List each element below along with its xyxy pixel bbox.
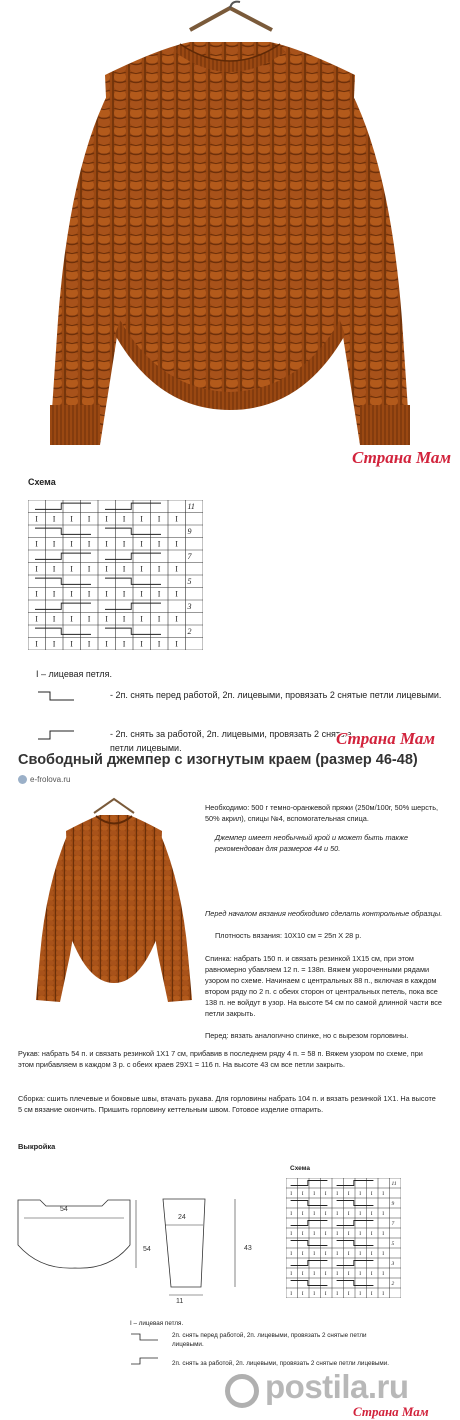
knit-stitch-mark: I bbox=[105, 614, 108, 624]
knit-stitch-mark: I bbox=[52, 639, 56, 649]
knit-stitch-mark: I bbox=[52, 514, 56, 524]
gauge-intro-text: Перед началом вязания необходимо сделать контрольные образцы. bbox=[205, 909, 443, 918]
knit-stitch-mark: I bbox=[359, 1271, 362, 1277]
knit-stitch-mark: I bbox=[35, 564, 38, 574]
knit-stitch-mark: I bbox=[359, 1191, 362, 1197]
knit-stitch-mark: I bbox=[347, 1211, 350, 1217]
knit-stitch-mark: I bbox=[175, 539, 178, 549]
knit-stitch-mark: I bbox=[324, 1211, 327, 1217]
knit-stitch-mark: I bbox=[370, 1231, 373, 1237]
knit-stitch-mark: I bbox=[301, 1271, 304, 1277]
back-text: Спинка: набрать 150 п. и связать резинкой 1Х15 см, при этом равномерно убавляем 12 п. = 138п. Вяжем укороченными рядами узором по схеме. Начинаем с центральных 88 п., включая в каждом втором ряду по 2 п. с обеих сторон от центральных петель, пока все 138 п. не войдут в узор. На высоте 54 см по самой длинной части все петли закрыть. bbox=[205, 954, 442, 1018]
knit-stitch-mark: I bbox=[35, 589, 38, 599]
knit-stitch-mark: I bbox=[359, 1251, 362, 1257]
knit-stitch-mark: I bbox=[324, 1271, 327, 1277]
knit-stitch-mark: I bbox=[122, 589, 126, 599]
knit-stitch-mark: I bbox=[122, 564, 126, 574]
knit-stitch-mark: I bbox=[370, 1271, 373, 1277]
body-pattern-diagram bbox=[10, 1160, 140, 1280]
knit-stitch-mark: I bbox=[370, 1251, 373, 1257]
knit-stitch-mark: I bbox=[336, 1211, 339, 1217]
knit-stitch-mark: I bbox=[175, 514, 178, 524]
watermark-bottom: Страна Мам bbox=[353, 1404, 429, 1419]
row-number: 7 bbox=[187, 551, 192, 561]
materials-text: Необходимо: 500 г темно-оранжевой пряжи (250м/100г, 50% шерсть, 50% акрил), спицы №4, вспомогательная спица. bbox=[205, 803, 439, 823]
knit-stitch-mark: I bbox=[157, 514, 161, 524]
cable-back-symbol bbox=[36, 727, 76, 743]
knit-stitch-mark: I bbox=[313, 1271, 316, 1277]
small-legend-knit: I – лицевая петля. bbox=[130, 1320, 184, 1327]
watermark-middle: Страна Мам bbox=[336, 729, 436, 748]
knit-stitch-mark: I bbox=[70, 614, 73, 624]
knit-stitch-mark: I bbox=[87, 539, 91, 549]
note-text: Джемпер имеет необычный крой и может быть также рекомендован для размеров 44 и 50. bbox=[215, 833, 409, 853]
knit-stitch-mark: I bbox=[347, 1251, 350, 1257]
row-number: 2 bbox=[187, 626, 192, 636]
knit-stitch-mark: I bbox=[157, 639, 161, 649]
knit-stitch-mark: I bbox=[105, 514, 108, 524]
knit-stitch-mark: I bbox=[347, 1191, 350, 1197]
knit-stitch-mark: I bbox=[370, 1291, 373, 1297]
legend-cable-front: - 2п. снять перед работой, 2п. лицевыми, провязать 2 снятые петли лицевыми. bbox=[110, 690, 442, 700]
dim-sleeve-top: 24 bbox=[178, 1214, 186, 1221]
knit-stitch-mark: I bbox=[122, 614, 126, 624]
pattern-title: Выкройка bbox=[18, 1142, 56, 1151]
knit-stitch-mark: I bbox=[70, 564, 73, 574]
knit-stitch-mark: I bbox=[359, 1211, 362, 1217]
cable-front-symbol bbox=[36, 688, 76, 704]
knit-stitch-mark: I bbox=[175, 564, 178, 574]
knit-stitch-mark: I bbox=[157, 564, 161, 574]
knitting-chart-small bbox=[286, 1178, 401, 1298]
knit-stitch-mark: I bbox=[105, 564, 108, 574]
knit-stitch-mark: I bbox=[290, 1271, 293, 1277]
globe-icon bbox=[18, 775, 27, 784]
dim-sleeve-bottom: 11 bbox=[176, 1298, 184, 1305]
knit-stitch-mark: I bbox=[324, 1291, 327, 1297]
knit-stitch-mark: I bbox=[157, 614, 161, 624]
knit-stitch-mark: I bbox=[70, 539, 73, 549]
knit-stitch-mark: I bbox=[290, 1191, 293, 1197]
knit-stitch-mark: I bbox=[313, 1191, 316, 1197]
knit-stitch-mark: I bbox=[382, 1251, 385, 1257]
row-number: 11 bbox=[391, 1181, 397, 1187]
postila-watermark bbox=[225, 1368, 455, 1418]
small-cable-front-symbol bbox=[130, 1331, 160, 1343]
knit-stitch-mark: I bbox=[70, 589, 73, 599]
legend-knit: I – лицевая петля. bbox=[36, 669, 113, 679]
knit-stitch-mark: I bbox=[140, 639, 143, 649]
knit-stitch-mark: I bbox=[336, 1271, 339, 1277]
knit-stitch-mark: I bbox=[140, 514, 143, 524]
knit-stitch-mark: I bbox=[301, 1191, 304, 1197]
knit-stitch-mark: I bbox=[359, 1231, 362, 1237]
sleeve-pattern-diagram bbox=[155, 1195, 245, 1305]
knit-stitch-mark: I bbox=[175, 614, 178, 624]
knit-stitch-mark: I bbox=[324, 1191, 327, 1197]
row-number: 5 bbox=[391, 1241, 395, 1247]
knit-stitch-mark: I bbox=[290, 1251, 293, 1257]
postila-brand: postila.ru bbox=[265, 1368, 409, 1405]
knit-stitch-mark: I bbox=[336, 1291, 339, 1297]
dim-sleeve-height: 43 bbox=[244, 1245, 252, 1252]
knit-stitch-mark: I bbox=[301, 1251, 304, 1257]
knit-stitch-mark: I bbox=[175, 639, 178, 649]
sleeve-text: Рукав: набрать 54 п. и связать резинкой 1Х1 7 см, прибавив в последнем ряду 4 п. = 58 п. Вяжем узором по схеме, при этом прибавляем в каждом 3 р. с обеих краев 29Х1 = 116 п. На высоте 43 см все петли закрыть. bbox=[18, 1049, 423, 1069]
knit-stitch-mark: I bbox=[313, 1211, 316, 1217]
knit-stitch-mark: I bbox=[87, 589, 91, 599]
knit-stitch-mark: I bbox=[324, 1251, 327, 1257]
row-number: 3 bbox=[187, 601, 192, 611]
knit-stitch-mark: I bbox=[313, 1251, 316, 1257]
knit-stitch-mark: I bbox=[87, 564, 91, 574]
knit-stitch-mark: I bbox=[105, 639, 108, 649]
knit-stitch-mark: I bbox=[105, 589, 108, 599]
sweater-thumbnail bbox=[28, 795, 198, 1005]
knit-stitch-mark: I bbox=[87, 614, 91, 624]
knit-stitch-mark: I bbox=[122, 514, 126, 524]
watermark-top: Страна Мам bbox=[352, 448, 452, 467]
knit-stitch-mark: I bbox=[347, 1291, 350, 1297]
knit-stitch-mark: I bbox=[313, 1291, 316, 1297]
article-title: Свободный джемпер с изогнутым краем (размер 46-48) bbox=[18, 752, 418, 768]
knit-stitch-mark: I bbox=[52, 539, 56, 549]
row-number: 11 bbox=[187, 501, 195, 511]
knit-stitch-mark: I bbox=[157, 589, 161, 599]
knit-stitch-mark: I bbox=[336, 1231, 339, 1237]
knit-stitch-mark: I bbox=[290, 1231, 293, 1237]
knit-stitch-mark: I bbox=[140, 589, 143, 599]
dim-body-height: 54 bbox=[143, 1246, 151, 1253]
knit-stitch-mark: I bbox=[290, 1211, 293, 1217]
knit-stitch-mark: I bbox=[301, 1291, 304, 1297]
row-number: 7 bbox=[391, 1221, 395, 1227]
knit-stitch-mark: I bbox=[122, 639, 126, 649]
row-number: 2 bbox=[391, 1281, 395, 1287]
knit-stitch-mark: I bbox=[347, 1271, 350, 1277]
knit-stitch-mark: I bbox=[87, 514, 91, 524]
knit-stitch-mark: I bbox=[52, 564, 56, 574]
knit-stitch-mark: I bbox=[52, 589, 56, 599]
knit-stitch-mark: I bbox=[324, 1231, 327, 1237]
knit-stitch-mark: I bbox=[35, 514, 38, 524]
assembly-text: Сборка: сшить плечевые и боковые швы, втачать рукава. Для горловины набрать 104 п. и вязать резинкой 1Х1. На высоте 5 см вязание окончить. Пришить горловину кеттельным швом. Готовое изделие отпарить. bbox=[18, 1094, 436, 1114]
row-number: 3 bbox=[391, 1261, 395, 1267]
knit-stitch-mark: I bbox=[370, 1211, 373, 1217]
small-legend-cable-back: 2п. снять за работой, 2п. лицевыми, провязать 2 снятые петли лицевыми. bbox=[172, 1360, 389, 1367]
knit-stitch-mark: I bbox=[382, 1191, 385, 1197]
knit-stitch-mark: I bbox=[35, 614, 38, 624]
postila-logo-icon bbox=[225, 1374, 259, 1408]
source-link[interactable]: e-frolova.ru bbox=[30, 775, 71, 784]
knit-stitch-mark: I bbox=[382, 1271, 385, 1277]
knit-stitch-mark: I bbox=[382, 1211, 385, 1217]
knit-stitch-mark: I bbox=[301, 1231, 304, 1237]
small-cable-back-symbol bbox=[130, 1355, 160, 1367]
sweater-illustration bbox=[0, 0, 460, 470]
knit-stitch-mark: I bbox=[70, 639, 73, 649]
knit-stitch-mark: I bbox=[140, 614, 143, 624]
dim-body-width: 54 bbox=[60, 1206, 68, 1213]
row-number: 9 bbox=[391, 1201, 395, 1207]
knit-stitch-mark: I bbox=[35, 639, 38, 649]
knit-stitch-mark: I bbox=[301, 1211, 304, 1217]
knit-stitch-mark: I bbox=[140, 539, 143, 549]
knit-stitch-mark: I bbox=[382, 1291, 385, 1297]
knit-stitch-mark: I bbox=[140, 564, 143, 574]
knit-stitch-mark: I bbox=[87, 639, 91, 649]
schema-small-title: Схема bbox=[290, 1165, 311, 1172]
knit-stitch-mark: I bbox=[105, 539, 108, 549]
knit-stitch-mark: I bbox=[175, 589, 178, 599]
row-number: 9 bbox=[187, 526, 192, 536]
row-number: 5 bbox=[187, 576, 192, 586]
knit-stitch-mark: I bbox=[35, 539, 38, 549]
knit-stitch-mark: I bbox=[290, 1291, 293, 1297]
knit-stitch-mark: I bbox=[52, 614, 56, 624]
knit-stitch-mark: I bbox=[157, 539, 161, 549]
knit-stitch-mark: I bbox=[70, 514, 73, 524]
knit-stitch-mark: I bbox=[382, 1231, 385, 1237]
knitting-chart bbox=[28, 500, 203, 650]
front-text: Перед: вязать аналогично спинке, но с вырезом горловины. bbox=[205, 1031, 409, 1040]
knit-stitch-mark: I bbox=[313, 1231, 316, 1237]
knit-stitch-mark: I bbox=[336, 1251, 339, 1257]
knit-stitch-mark: I bbox=[122, 539, 126, 549]
small-legend-cable-front: 2п. снять перед работой, 2п. лицевыми, провязать 2 снятые петли лицевыми. bbox=[172, 1332, 367, 1348]
knit-stitch-mark: I bbox=[347, 1231, 350, 1237]
legend-cable-back: - 2п. снять за работой, 2п. лицевыми, провязать 2 снятые петли лицевыми. bbox=[110, 729, 352, 753]
knit-stitch-mark: I bbox=[370, 1191, 373, 1197]
knit-stitch-mark: I bbox=[336, 1191, 339, 1197]
knit-stitch-mark: I bbox=[359, 1291, 362, 1297]
gauge-text: Плотность вязания: 10Х10 см = 25п Х 28 р. bbox=[215, 931, 362, 940]
sweater-photo bbox=[0, 0, 460, 470]
schema-title: Схема bbox=[28, 477, 56, 487]
